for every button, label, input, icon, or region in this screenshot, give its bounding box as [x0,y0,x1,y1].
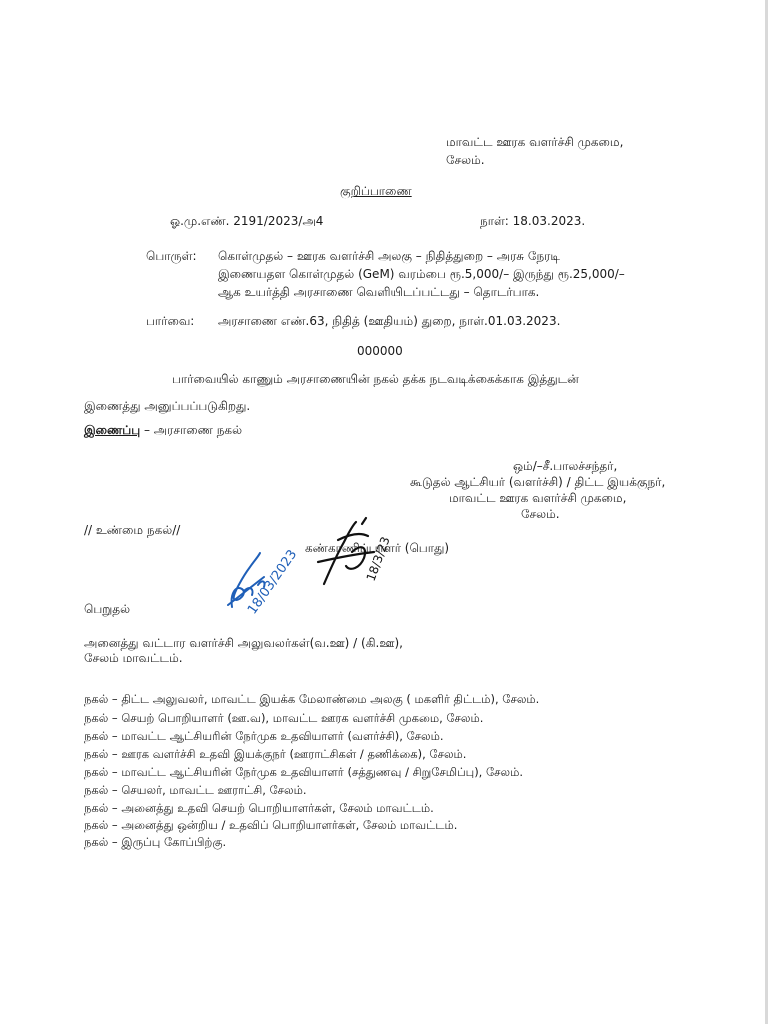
document-date: நாள்: 18.03.2023. [480,214,586,228]
copy-line: நகல் – மாவட்ட ஆட்சியரின் நேர்முக உதவியாளர் (வளர்ச்சி), சேலம். [84,729,444,743]
signatory-name: ஒம்/–சீ.பாலச்சந்தர், [513,459,618,473]
office-name: மாவட்ட ஊரக வளர்ச்சி முகமை, [446,135,624,149]
copy-line: நகல் – அனைத்து ஒன்றிய / உதவிப் பொறியாளர்கள், சேலம் மாவட்டம். [84,818,458,832]
signatory-designation: கூடுதல் ஆட்சியர் (வளர்ச்சி) / திட்ட இயக்குநர், [410,475,666,489]
subject-label: பொருள்: [146,249,197,263]
attachment-label: இணைப்பு [84,423,141,437]
superintendent-label: கண்காணிப்பாளர் (பொது) [305,541,450,555]
recipients-heading: பெறுதல் [84,602,131,616]
recipient-line: சேலம் மாவட்டம். [84,651,183,665]
subject-line: ஆக உயர்த்தி அரசாணை வெளியிடப்பட்டது – தொடர்பாக. [218,285,540,299]
reference-label: பார்வை: [146,314,195,328]
copy-line: நகல் – மாவட்ட ஆட்சியரின் நேர்முக உதவியாளர் (சத்துணவு / சிறுசேமிப்பு), சேலம். [84,765,523,779]
document-title: குறிப்பாணை [340,184,412,198]
true-copy-label: // உண்மை நகல்// [84,523,181,537]
handwritten-date: 18/03/2023 [244,547,301,618]
reference-text: அரசாணை எண்.63, நிதித் (ஊதியம்) துறை, நாள்.01.03.2023. [218,314,561,328]
copy-line: நகல் – செயலர், மாவட்ட ஊராட்சி, சேலம். [84,783,307,797]
signatory-city: சேலம். [521,507,560,521]
section-separator: 000000 [357,344,403,358]
copy-line: நகல் – ஊரக வளர்ச்சி உதவி இயக்குநர் (ஊராட்சிகள் / தணிக்கை), சேலம். [84,747,467,761]
copy-line: நகல் – திட்ட அலுவலர், மாவட்ட இயக்க மேலாண்மை அலகு ( மகளிர் திட்டம்), சேலம். [84,692,540,706]
office-city: சேலம். [446,153,485,167]
body-line: பார்வையில் காணும் அரசாணையின் நகல் தக்க நடவடிக்கைக்காக இத்துடன் [172,372,579,386]
black-handwritten-signature [316,512,416,602]
reference-number: ஓ.மு.எண். 2191/2023/அ4 [170,214,324,228]
copy-line: நகல் – இருப்பு கோப்பிற்கு. [84,835,227,849]
attachment-line [84,422,242,438]
attachment-text: – அரசாணை நகல் [143,423,243,437]
copy-line: நகல் – அனைத்து உதவி செயற் பொறியாளர்கள், சேலம் மாவட்டம். [84,801,434,815]
subject-line: இணையதள கொள்முதல் (GeM) வரம்பை ரூ.5,000/– இருந்து ரூ.25,000/– [218,267,625,281]
signature-date: 18/3/23 [363,534,393,584]
copy-line: நகல் – செயற் பொறியாளர் (ஊ.வ), மாவட்ட ஊரக வளர்ச்சி முகமை, சேலம். [84,711,484,725]
blue-handwritten-initials [224,545,314,620]
subject-line: கொள்முதல் – ஊரக வளர்ச்சி அலகு – நிதித்துறை – அரசு நேரடி [218,249,560,263]
signatory-office: மாவட்ட ஊரக வளர்ச்சி முகமை, [449,491,627,505]
body-line: இணைத்து அனுப்பப்படுகிறது. [84,399,251,413]
recipient-line: அனைத்து வட்டார வளர்ச்சி அலுவலர்கள்(வ.ஊ) / (கி.ஊ), [84,636,403,650]
